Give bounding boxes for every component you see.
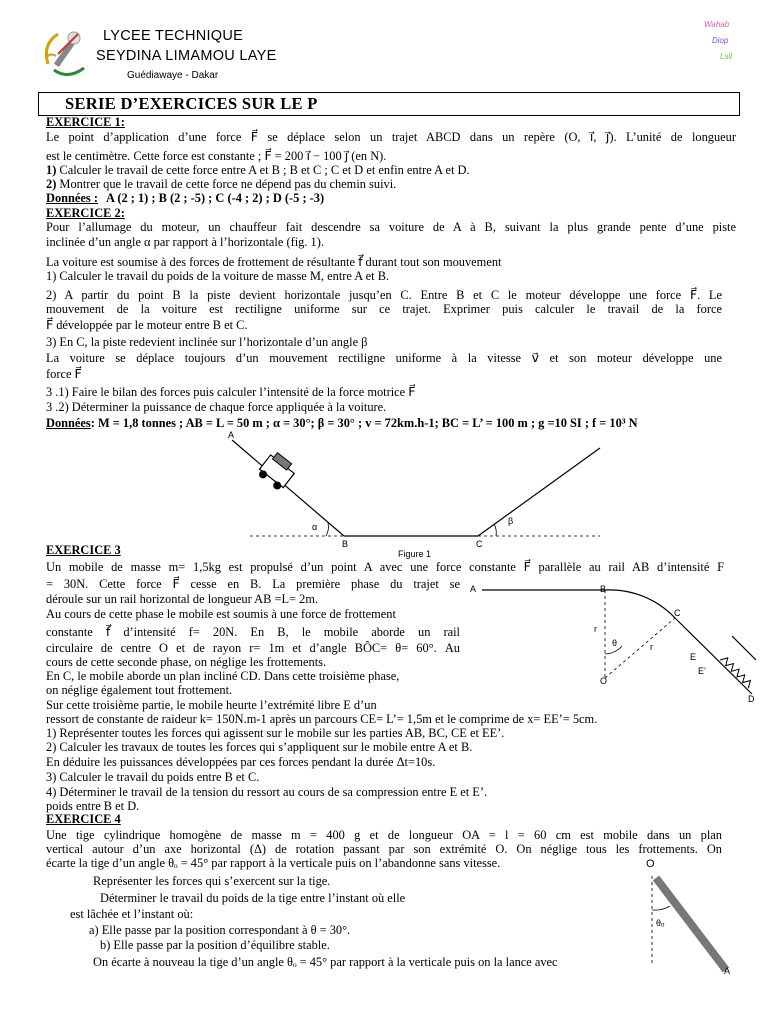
ex1-line2: est le centimètre. Cette force est constante ; F⃗ = 200 i⃗ − 100 j⃗ (en N).	[46, 149, 387, 163]
ex4-line2: vertical autour d’un axe horizontal (Δ) de rotation passant par son extrémité O. On néglige tous les frottements. On	[46, 842, 722, 856]
fig1-label-alpha: α	[312, 522, 318, 532]
fig4-label-a: A	[724, 966, 731, 976]
fig3-label-d: D	[748, 694, 755, 704]
ex1-q2	[46, 177, 396, 191]
ex2-line12: 3 .2) Déterminer la puissance de chaque force appliquée à la voiture.	[46, 400, 387, 414]
fig1-label-beta: β	[508, 516, 514, 526]
ex3-line14: En déduire les puissances développées par ces forces pendant la durée Δt=10s.	[46, 755, 436, 769]
ex3-line8: En C, le mobile aborde un plan incliné CD. Dans cette troisième phase,	[46, 669, 400, 683]
ex3-heading: EXERCICE 3	[46, 543, 121, 557]
ex1-donnees	[46, 191, 324, 205]
ex1-q2-text: Montrer que le travail de cette force ne dépend pas du chemin suivi.	[56, 177, 397, 191]
ex2-line3: La voiture est soumise à des forces de frottement de résultante f⃗ durant tout son mouvement	[46, 255, 502, 269]
school-location: Guédiawaye - Dakar	[127, 70, 219, 81]
ex3-line6: circulaire de centre O et de rayon r= 1m et d’angle BÔC= θ= 60°. Au	[46, 641, 460, 655]
ex3-line11: ressort de constante de raideur k= 150N.m-1 après un parcours CE= L’= 1,5m et le comprime de x= EE’= 5cm.	[46, 712, 598, 726]
ex4-line1: Une tige cylindrique homogène de masse m = 400 g et de longueur OA = l = 60 cm est mobile dans un plan	[46, 828, 722, 842]
ex3-line13: 2) Calculer les travaux de toutes les forces qui s’appliquent sur le mobile entre A et B.	[46, 740, 473, 754]
figure-4	[638, 856, 748, 981]
fig3-label-theta: θ	[612, 638, 618, 648]
fig1-label-b: B	[342, 539, 349, 549]
figure-3	[470, 582, 760, 712]
school-name-line2: SEYDINA LIMAMOU LAYE	[96, 48, 277, 64]
ex3-line15: 3) Calculer le travail du poids entre B et C.	[46, 770, 260, 784]
fig4-label-theta0: θₒ	[656, 918, 665, 928]
fig3-label-c: C	[674, 608, 681, 618]
ex4-line7: a) Elle passe par la position correspondant à θ = 30°.	[89, 923, 351, 937]
watermark-word-1: Wahab	[704, 20, 730, 29]
ex3-line9: on néglige également tout frottement.	[46, 683, 233, 697]
ex2-line2: inclinée d’un angle α par rapport à l’horizontale (fig. 1).	[46, 235, 324, 249]
ex4-line6: est lâchée et l’instant où:	[70, 907, 194, 921]
fig1-label-a: A	[228, 430, 235, 440]
watermark-word-3: Lsll	[720, 52, 733, 61]
ex1-donnees-label: Données :	[46, 191, 98, 205]
ex3-line1: Un mobile de masse m= 1,5kg est propulsé d’un point A avec une force constante F⃗ parallèle au rail AB d’intensité F	[46, 560, 724, 574]
fig3-label-e-prime: E’	[698, 666, 707, 676]
watermark-logo	[704, 18, 752, 68]
ex2-line7: F⃗ développée par le moteur entre B et C.	[46, 318, 248, 332]
ex2-line11: 3 .1) Faire le bilan des forces puis calculer l’intensité de la force motrice F⃗	[46, 385, 416, 399]
ex3-line3: déroule sur un rail horizontal de longueur AB =L= 2m.	[46, 592, 319, 606]
figure-1	[210, 428, 610, 562]
ex1-donnees-values: A (2 ; 1) ; B (2 ; -5) ; C (-4 ; 2) ; D (-5 ; -3)	[105, 191, 325, 205]
ex2-line1: Pour l’allumage du moteur, un chauffeur fait descendre sa voiture de A à B, suivant la plus grande pente d’une piste	[46, 220, 736, 234]
ex4-line3: écarte la tige d’un angle θₒ = 45° par rapport à la verticale puis on l’abandonne sans vitesse.	[46, 856, 501, 870]
ex1-q1	[46, 163, 470, 177]
ex3-line17: poids entre B et D.	[46, 799, 140, 813]
ex4-line9: On écarte à nouveau la tige d’un angle θₒ = 45° par rapport à la verticale puis on la lance avec	[93, 955, 558, 969]
ex1-q2-num: 2)	[46, 177, 57, 191]
fig3-label-e: E	[690, 652, 697, 662]
ex2-line4: 1) Calculer le travail du poids de la voiture de masse M, entre A et B.	[46, 269, 390, 283]
ex3-line4: Au cours de cette phase le mobile est soumis à une force de frottement	[46, 607, 396, 621]
ex2-line9: La voiture se déplace toujours d’un mouvement rectiligne uniforme à la vitesse v⃗ et son moteur développe une	[46, 351, 722, 365]
title-box	[38, 92, 740, 116]
school-name-line1: LYCEE TECHNIQUE	[103, 28, 244, 44]
ex3-line5: constante f⃗ d’intensité f= 20N. En B, le mobile aborde un rail	[46, 625, 460, 639]
page-title: SERIE D’EXERCICES SUR LE P	[65, 94, 318, 113]
ex3-line2: = 30N. Cette force F⃗ cesse en B. La première phase du trajet se	[46, 577, 460, 591]
ex2-line5: 2) A partir du point B la piste devient horizontale jusqu’en C. Entre B et C le moteur développe une force F⃗. Le	[46, 288, 722, 302]
ex1-heading: EXERCICE 1:	[46, 115, 125, 129]
fig3-label-o: O	[600, 676, 608, 686]
ex2-heading: EXERCICE 2:	[46, 206, 125, 220]
fig1-label-c: C	[476, 539, 483, 549]
ex1-q1-text: Calculer le travail de cette force entre A et B ; B et C ; C et D et enfin entre A et D.	[56, 163, 470, 177]
ex2-donnees-label: Données	[46, 416, 91, 430]
ex2-donnees-values: : M = 1,8 tonnes ; AB = L = 50 m ; α = 30°; β = 30° ; v = 72km.h-1; BC = L’ = 100 m ; g =10 SI ; f = 10³ N	[90, 416, 638, 430]
ex3-line7: cours de cette seconde phase, on néglige les frottements.	[46, 655, 327, 669]
ex1-line1: Le point d’application d’une force F⃗ se déplace selon un trajet ABCD dans un repère (O, i⃗, j⃗). L’unité de longueur	[46, 130, 736, 144]
ex4-line5: Déterminer le travail du poids de la tige entre l’instant où elle	[100, 891, 406, 905]
ex4-heading: EXERCICE 4	[46, 812, 121, 826]
watermark-word-2: Diop	[712, 36, 729, 45]
ex2-line6: mouvement de la voiture est rectiligne uniforme sur ce trajet. Exprimer puis calculer le travail de la force	[46, 302, 722, 316]
ex2-line10: force F⃗	[46, 367, 82, 381]
ex3-line10: Sur cette troisième partie, le mobile heurte l’extrémité libre E d’un	[46, 698, 377, 712]
fig4-label-o: O	[646, 858, 655, 870]
fig3-label-b: B	[600, 584, 607, 594]
ex1-q1-num: 1)	[46, 163, 57, 177]
fig3-label-r1: r	[594, 624, 597, 634]
fig1-caption: Figure 1	[398, 549, 432, 559]
ex2-line8: 3) En C, la piste redevient inclinée sur l’horizontale d’un angle β	[46, 335, 368, 349]
fig3-label-a: A	[470, 584, 477, 594]
fig3-label-r2: r	[650, 642, 653, 652]
school-logo	[38, 24, 98, 86]
ex3-line16: 4) Déterminer le travail de la tension du ressort au cours de sa compression entre E et E’.	[46, 785, 488, 799]
ex3-line12: 1) Représenter toutes les forces qui agissent sur le mobile sur les parties AB, BC, CE et EE’.	[46, 726, 505, 740]
ex4-line8: b) Elle passe par la position d’équilibre stable.	[100, 938, 330, 952]
ex4-line4: Représenter les forces qui s’exercent sur la tige.	[93, 874, 331, 888]
